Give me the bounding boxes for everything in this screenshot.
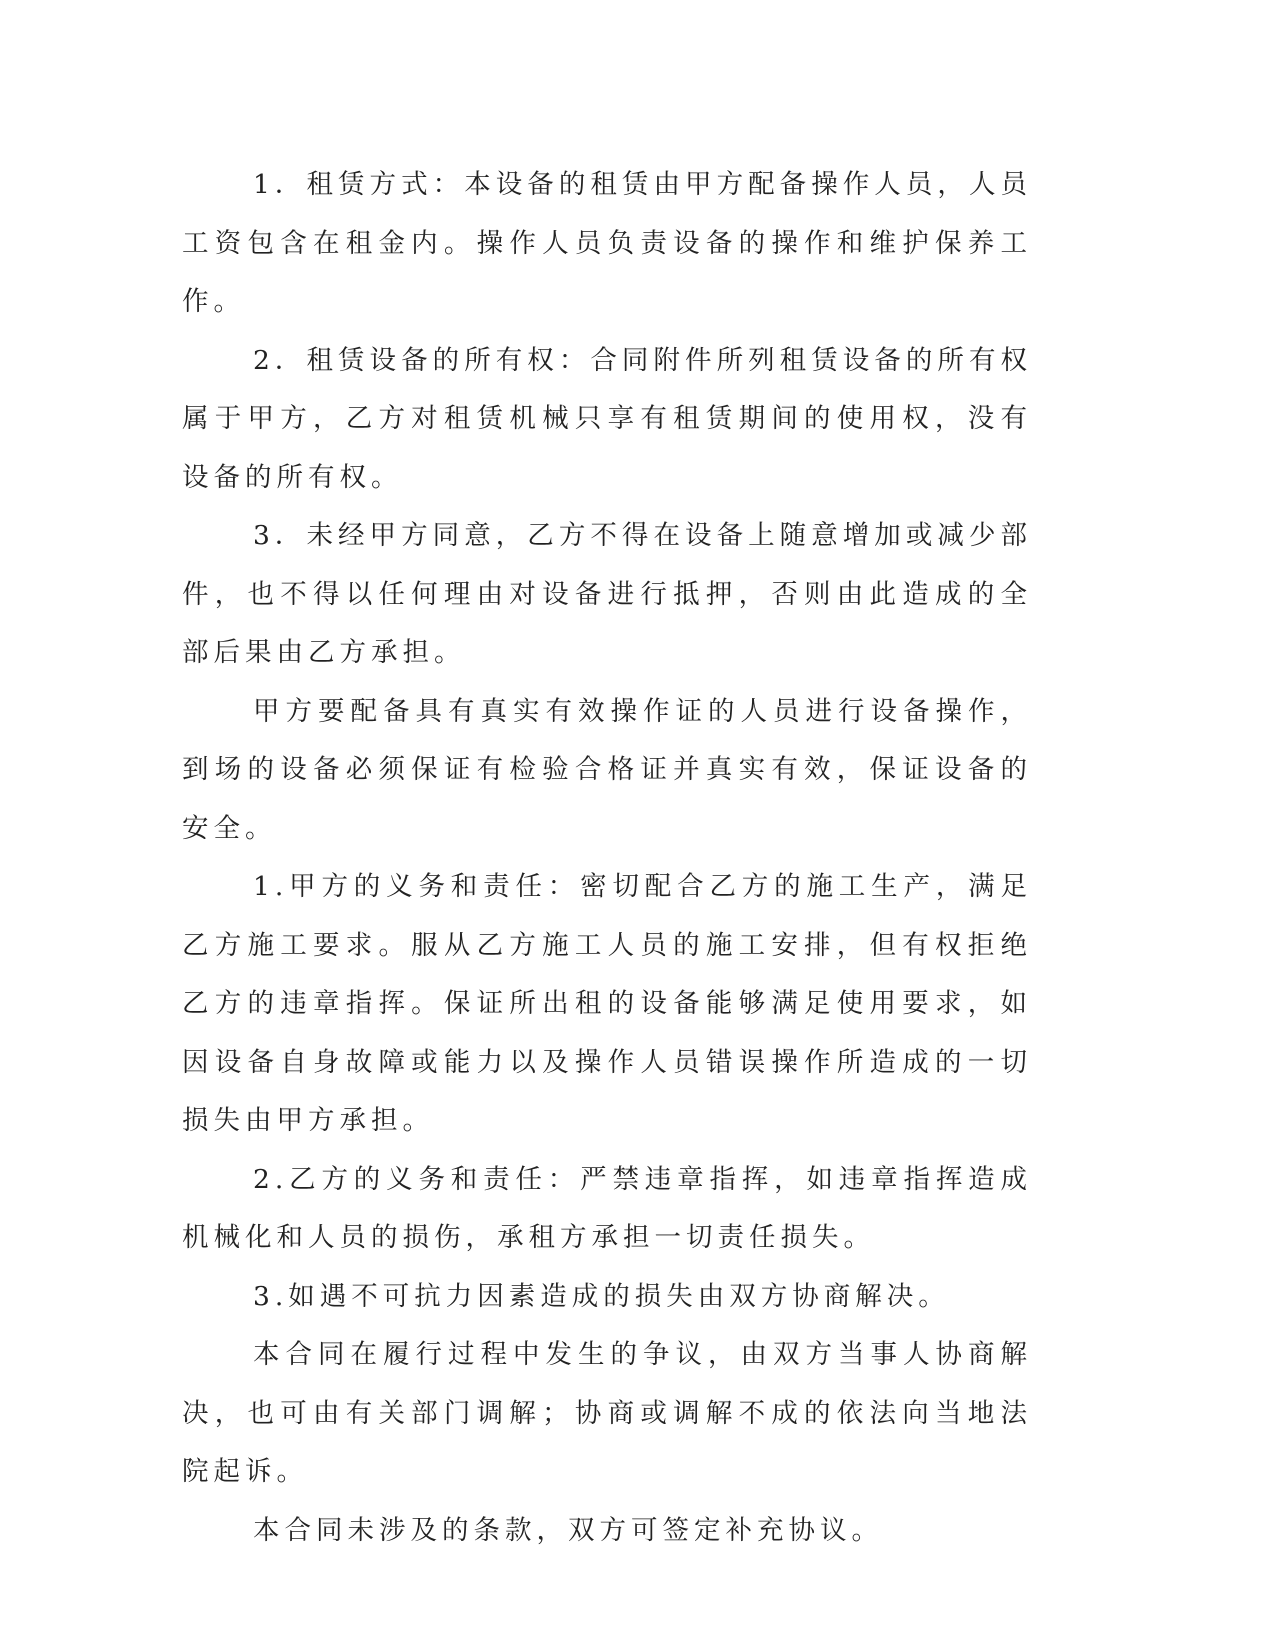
paragraph-dispute-resolution: 本合同在履行过程中发生的争议，由双方当事人协商解决，也可由有关部门调解；协商或调解不成的依法向当地法院起诉。 — [182, 1339, 1032, 1487]
paragraph-force-majeure: 3.如遇不可抗力因素造成的损失由双方协商解决。 — [253, 1280, 950, 1312]
paragraph-lease-method: 1．租赁方式：本设备的租赁由甲方配备操作人员，人员工资包含在租金内。操作人员负责设备的操作和维护保养工作。 — [182, 169, 1032, 317]
paragraph-party-a-obligations: 1.甲方的义务和责任：密切配合乙方的施工生产，满足乙方施工要求。服从乙方施工人员的施工安排，但有权拒绝乙方的违章指挥。保证所出租的设备能够满足使用要求，如因设备自身故障或能力以及操作人员错误操作所造成的一切损失由甲方承担。 — [182, 871, 1032, 1136]
paragraph-equipment-ownership: 2．租赁设备的所有权：合同附件所列租赁设备的所有权属于甲方，乙方对租赁机械只享有租赁期间的使用权，没有设备的所有权。 — [182, 344, 1032, 493]
paragraph-supplementary-agreement: 本合同未涉及的条款，双方可签定补充协议。 — [253, 1514, 883, 1546]
paragraph-party-b-obligations: 2.乙方的义务和责任：严禁违章指挥，如违章指挥造成机械化和人员的损伤，承租方承担一切责任损失。 — [182, 1163, 1032, 1253]
paragraph-certified-operators: 甲方要配备具有真实有效操作证的人员进行设备操作，到场的设备必须保证有检验合格证并真实有效，保证设备的安全。 — [182, 695, 1032, 844]
document-body — [182, 156, 1032, 1560]
paragraph-no-modification: 3．未经甲方同意，乙方不得在设备上随意增加或减少部件，也不得以任何理由对设备进行抵押，否则由此造成的全部后果由乙方承担。 — [182, 520, 1032, 668]
